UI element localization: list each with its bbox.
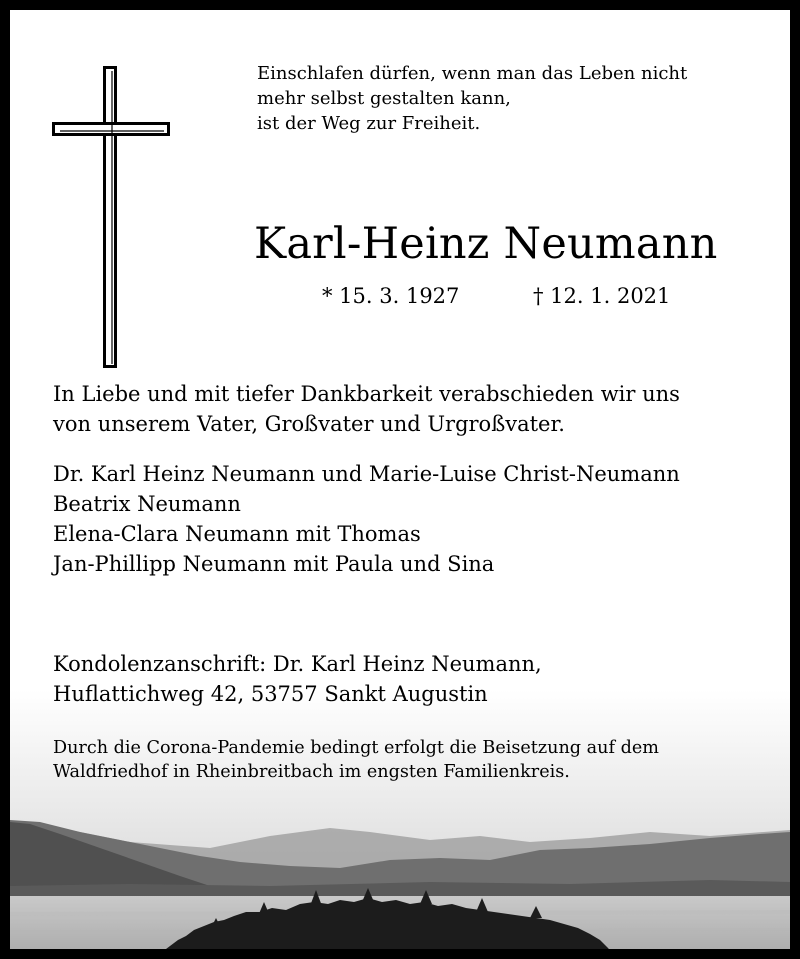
mourner-entry: Jan-Phillipp Neumann mit Paula und Sina bbox=[53, 552, 495, 576]
notice-line: Durch die Corona-Pandemie bedingt erfolgt die Beisetzung auf dem bbox=[53, 738, 659, 758]
motto-line: Einschlafen dürfen, wenn man das Leben nicht bbox=[257, 63, 688, 84]
farewell-line: In Liebe und mit tiefer Dankbarkeit verabschieden wir uns bbox=[53, 382, 680, 406]
farewell-line: von unserem Vater, Großvater und Urgroßvater. bbox=[53, 412, 565, 436]
mourner-entry: Dr. Karl Heinz Neumann und Marie-Luise Christ-Neumann bbox=[53, 462, 680, 486]
farewell-text bbox=[53, 379, 680, 439]
condolence-line: Huflattichweg 42, 53757 Sankt Augustin bbox=[53, 682, 488, 706]
mourner-entry: Elena-Clara Neumann mit Thomas bbox=[53, 522, 421, 546]
motto-line: mehr selbst gestalten kann, bbox=[257, 88, 511, 109]
mourners-list bbox=[53, 459, 680, 579]
condolence-line: Kondolenzanschrift: Dr. Karl Heinz Neumann, bbox=[53, 652, 542, 676]
notice-line: Waldfriedhof in Rheinbreitbach im engsten Familienkreis. bbox=[53, 762, 570, 782]
mourner-entry: Beatrix Neumann bbox=[53, 492, 241, 516]
death-date: † 12. 1. 2021 bbox=[533, 284, 671, 308]
motto-quote bbox=[257, 61, 687, 136]
burial-notice bbox=[53, 736, 659, 784]
text-layer bbox=[10, 10, 790, 949]
cross-icon bbox=[52, 66, 170, 368]
motto-line: ist der Weg zur Freiheit. bbox=[257, 113, 481, 134]
condolence-address bbox=[53, 649, 542, 709]
birth-date: * 15. 3. 1927 bbox=[322, 284, 460, 308]
deceased-name: Karl-Heinz Neumann bbox=[254, 219, 718, 269]
